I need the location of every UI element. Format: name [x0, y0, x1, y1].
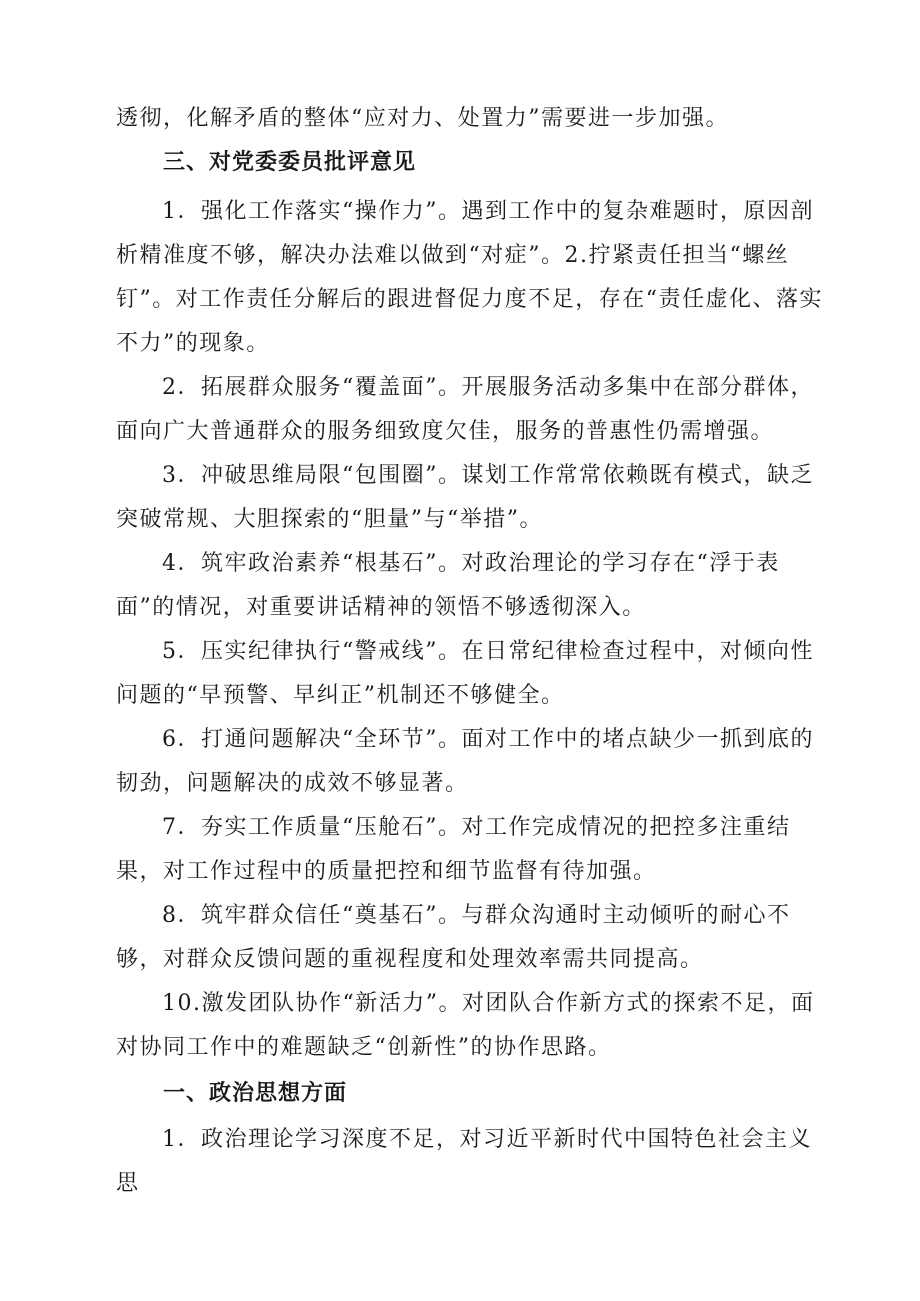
list-item: 10.激发团队协作“新活力”。对团队合作新方式的探索不足，面对协同工作中的难题缺乏“创新性”的协作思路。 — [116, 991, 815, 1060]
list-item: 5．压实纪律执行“警戒线”。在日常纪律检查过程中，对倾向性问题的“早预警、早纠正”机制还不够健全。 — [116, 639, 814, 708]
list-item: 7．夯实工作质量“压舱石”。对工作完成情况的把控多注重结果，对工作过程中的质量把控和细节监督有待加强。 — [116, 815, 791, 884]
list-item: 1．强化工作落实“操作力”。遇到工作中的复杂难题时，原因剖析精准度不够，解决办法难以做到“对症”。2.拧紧责任担当“螺丝钉”。对工作责任分解后的跟进督促力度不足，存在“责任虚化、落实不力”的现象。 — [116, 199, 823, 356]
section-three-heading: 三、对党委委员批评意见 — [163, 150, 417, 175]
list-item: 1．政治理论学习深度不足，对习近平新时代中国特色社会主义思 — [116, 1127, 812, 1196]
list-item: 2．拓展群众服务“覆盖面”。开展服务活动多集中在部分群体，面向广大普通群众的服务细致度欠佳，服务的普惠性仍需增强。 — [116, 375, 814, 444]
list-item: 8．筑牢群众信任“奠基石”。与群众沟通时主动倾听的耐心不够，对群众反馈问题的重视程度和处理效率需共同提高。 — [116, 903, 791, 972]
list-item: 4．筑牢政治素养“根基石”。对政治理论的学习存在“浮于表面”的情况，对重要讲话精神的领悟不够透彻深入。 — [116, 551, 780, 620]
list-item: 3．冲破思维局限“包围圈”。谋划工作常常依赖既有模式，缺乏突破常规、大胆探索的“胆量”与“举措”。 — [116, 463, 814, 532]
continuation-paragraph: 透彻，化解矛盾的整体“应对力、处置力”需要进一步加强。 — [116, 106, 729, 131]
section-one-heading: 一、政治思想方面 — [163, 1081, 348, 1106]
list-item: 6．打通问题解决“全环节”。面对工作中的堵点缺少一抓到底的韧劲，问题解决的成效不够显著。 — [116, 727, 814, 796]
